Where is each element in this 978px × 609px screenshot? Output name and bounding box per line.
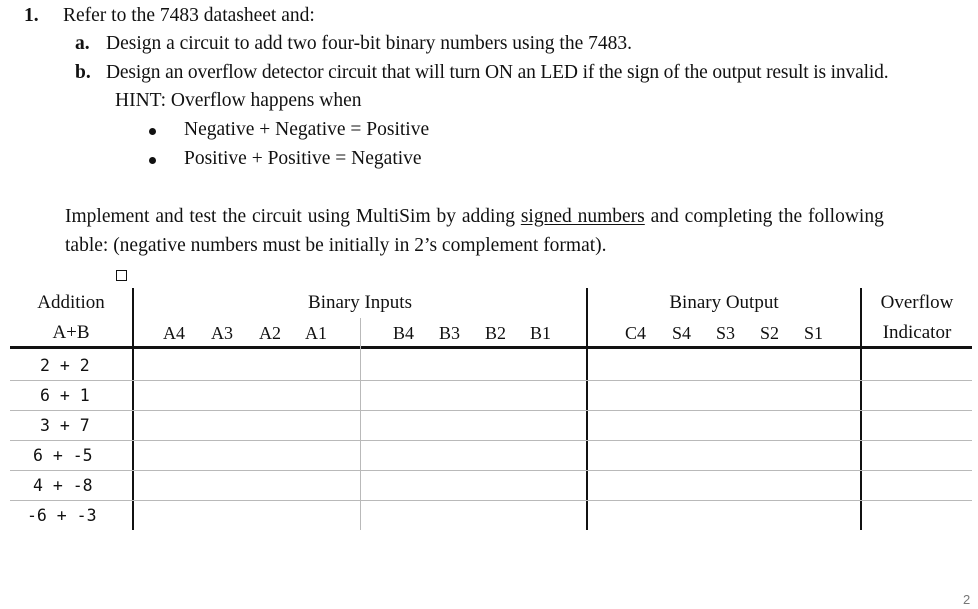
checkbox-icon [116, 270, 127, 281]
table-row-label: 6 + -5 [33, 446, 93, 465]
table-row-label: 3 + 7 [40, 416, 90, 435]
bit-label-c4: C4 [625, 323, 647, 343]
header-binary-output: Binary Output [669, 292, 779, 313]
bit-label-b4: B4 [393, 323, 415, 343]
hint-bullet-1: Negative + Negative = Positive [184, 119, 430, 140]
table-row-label: 2 + 2 [40, 356, 90, 375]
bit-label-s1: S1 [804, 323, 824, 343]
table-row-label: -6 + -3 [27, 506, 97, 525]
header-a-plus-b: A+B [52, 322, 90, 343]
signed-numbers-link: signed numbers [520, 206, 645, 227]
column-divider [586, 288, 588, 530]
part-b-text: Design an overflow detector circuit that will turn ON an LED if the sign of the output result is invalid. [106, 62, 889, 83]
row-divider [10, 410, 972, 411]
bit-label-s3: S3 [716, 323, 736, 343]
bullet-icon [149, 128, 156, 135]
column-divider [860, 288, 862, 530]
instructions-line-2: table: (negative numbers must be initially in 2’s complement format). [65, 235, 607, 256]
row-divider [10, 470, 972, 471]
question-number: 1. [24, 5, 39, 26]
table-row-label: 4 + -8 [33, 476, 93, 495]
bit-label-b2: B2 [485, 323, 507, 343]
header-overflow: Overflow [880, 292, 954, 313]
row-divider [10, 380, 972, 381]
instructions-text-after: and completing the following [644, 206, 884, 227]
part-b-label: b. [75, 62, 91, 83]
row-divider [10, 440, 972, 441]
bit-label-b3: B3 [439, 323, 461, 343]
instructions-text-before: Implement and test the circuit using MultiSim by adding [65, 206, 521, 227]
column-divider [360, 318, 361, 530]
hint-bullet-2: Positive + Positive = Negative [184, 148, 422, 169]
row-divider [10, 500, 972, 501]
bit-label-b1: B1 [530, 323, 552, 343]
bit-label-a3: A3 [211, 323, 233, 343]
bit-label-a2: A2 [259, 323, 281, 343]
bit-label-a1: A1 [305, 323, 327, 343]
column-divider [132, 288, 134, 530]
bullet-icon [149, 157, 156, 164]
part-a-text: Design a circuit to add two four-bit binary numbers using the 7483. [106, 33, 633, 54]
question-intro: Refer to the 7483 datasheet and: [63, 5, 315, 26]
bit-label-a4: A4 [163, 323, 185, 343]
bit-label-s2: S2 [760, 323, 780, 343]
part-a-label: a. [75, 33, 90, 54]
table-row-label: 6 + 1 [40, 386, 90, 405]
hint-text: HINT: Overflow happens when [115, 90, 362, 111]
header-indicator: Indicator [882, 322, 952, 343]
instructions-line-1 [65, 206, 884, 228]
header-binary-inputs: Binary Inputs [308, 292, 412, 313]
page-number: 2 [963, 592, 971, 607]
header-divider [10, 346, 972, 349]
header-addition: Addition [37, 292, 105, 313]
bit-label-s4: S4 [672, 323, 692, 343]
